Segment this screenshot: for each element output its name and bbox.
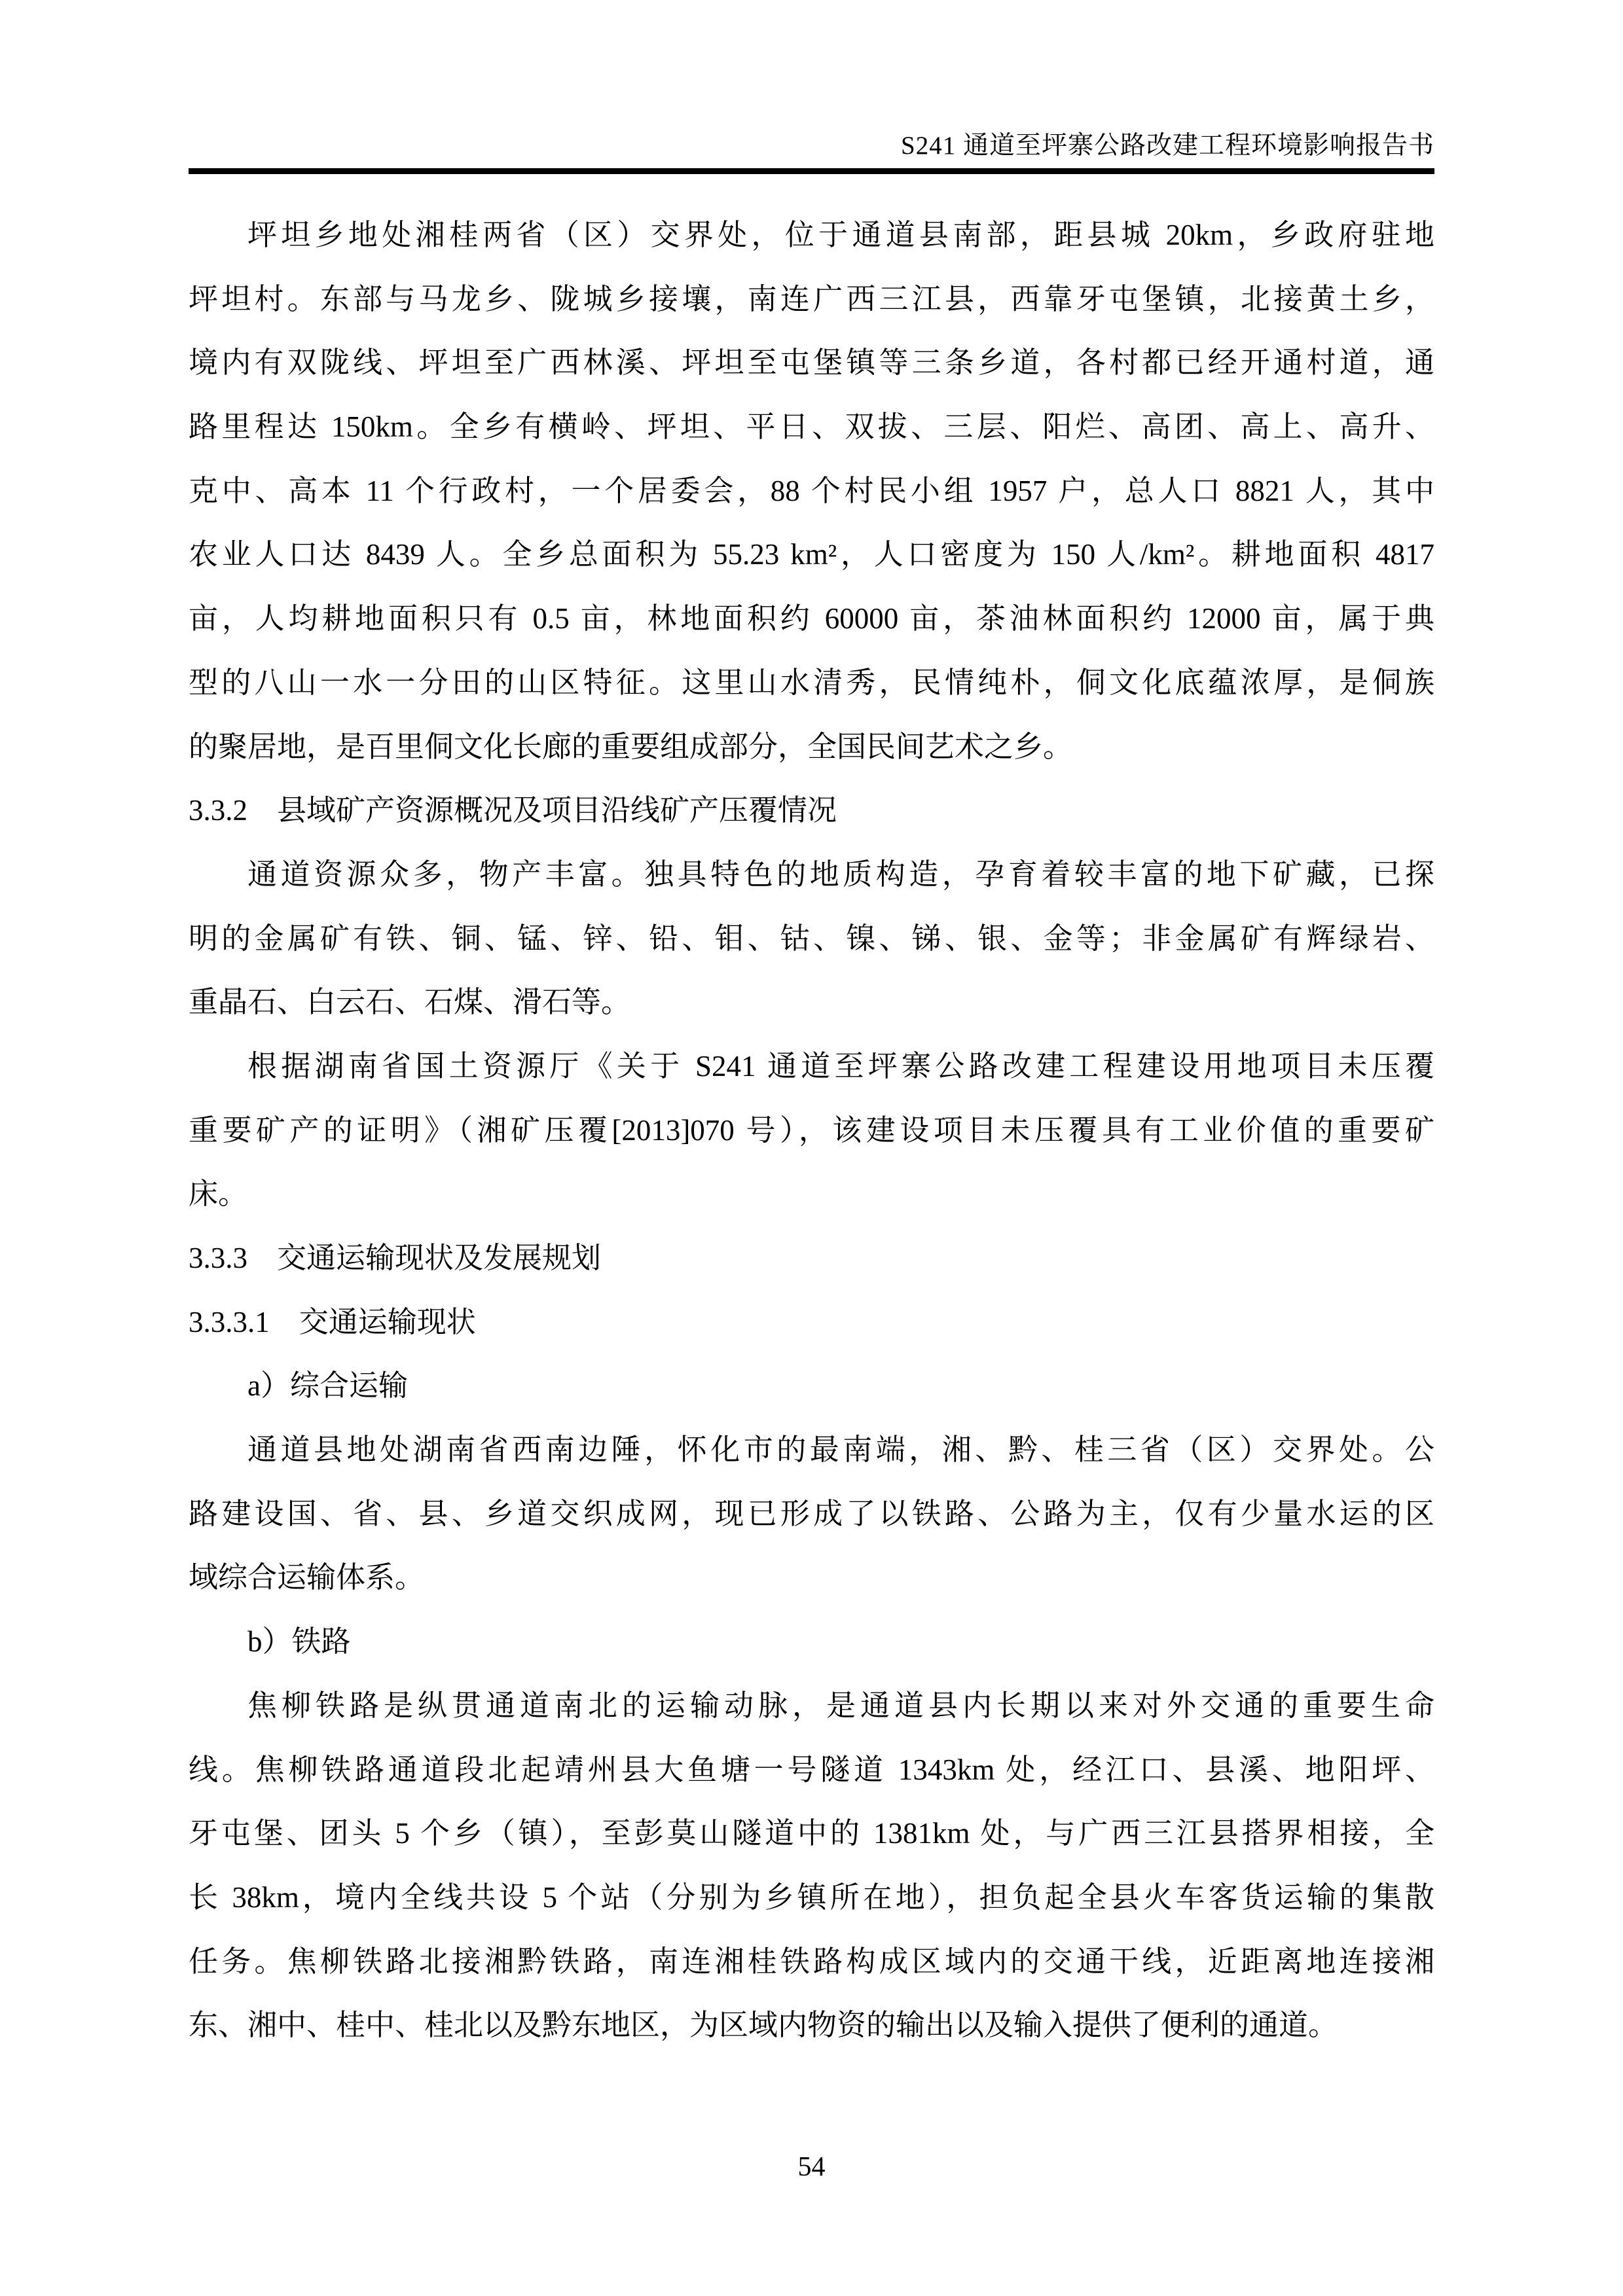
text-line: b）铁路 <box>247 1625 351 1659</box>
text-line: 境内有双陇线、坪坦至广西林溪、坪坦至屯堡镇等三条乡道，各村都已经开通村道，通 <box>189 346 1434 380</box>
document-body <box>189 204 1434 2058</box>
page-number: 54 <box>797 2152 826 2182</box>
page-footer <box>0 2149 1623 2185</box>
text-line: 东、湘中、桂中、桂北以及黔东地区，为区域内物资的输出以及输入提供了便利的通道。 <box>189 2009 1338 2042</box>
text-line: 长 38km，境内全线共设 5 个站（分别为乡镇所在地），担负起全县火车客货运输的集散 <box>189 1880 1434 1914</box>
header-rule <box>189 168 1434 174</box>
text-line: 焦柳铁路是纵贯通道南北的运输动脉，是通道县内长期以来对外交通的重要生命 <box>247 1689 1434 1722</box>
text-line: 的聚居地，是百里侗文化长廊的重要组成部分，全国民间艺术之乡。 <box>189 730 1073 763</box>
text-line: 路里程达 150km。全乡有横岭、坪坦、平日、双拔、三层、阳烂、高团、高上、高升、 <box>189 410 1434 444</box>
text-line: 坪坦乡地处湘桂两省（区）交界处，位于通道县南部，距县城 20km，乡政府驻地 <box>247 219 1434 251</box>
text-line: 床。 <box>189 1177 248 1211</box>
text-line: 明的金属矿有铁、铜、锰、锌、铅、钼、钴、镍、锑、银、金等；非金属矿有辉绿岩、 <box>189 922 1434 955</box>
text-line: 克中、高本 11 个行政村，一个居委会，88 个村民小组 1957 户，总人口 8821 人，其中 <box>189 474 1434 507</box>
text-line: a）综合运输 <box>247 1369 408 1403</box>
text-line: 通道县地处湖南省西南边陲，怀化市的最南端，湘、黔、桂三省（区）交界处。公 <box>247 1433 1434 1467</box>
section-heading: 3.3.3.1 交通运输现状 <box>189 1305 476 1338</box>
text-line: 域综合运输体系。 <box>189 1561 425 1594</box>
header-title: S241 通道至坪寨公路改建工程环境影响报告书 <box>901 132 1434 160</box>
text-line: 根据湖南省国土资源厅《关于 S241 通道至坪寨公路改建工程建设用地项目未压覆 <box>247 1049 1434 1083</box>
text-line: 通道资源众多，物产丰富。独具特色的地质构造，孕育着较丰富的地下矿藏，已探 <box>247 857 1434 891</box>
text-line: 型的八山一水一分田的山区特征。这里山水清秀，民情纯朴，侗文化底蕴浓厚，是侗族 <box>189 666 1434 699</box>
text-line: 任务。焦柳铁路北接湘黔铁路，南连湘桂铁路构成区域内的交通干线，近距离地连接湘 <box>189 1945 1434 1978</box>
text-line: 坪坦村。东部与马龙乡、陇城乡接壤，南连广西三江县，西靠牙屯堡镇，北接黄土乡， <box>189 282 1434 315</box>
text-line: 亩，人均耕地面积只有 0.5 亩，林地面积约 60000 亩，茶油林面积约 12000 亩，属于典 <box>189 602 1434 636</box>
text-line: 路建设国、省、县、乡道交织成网，现已形成了以铁路、公路为主，仅有少量水运的区 <box>189 1497 1434 1530</box>
section-heading: 3.3.2 县域矿产资源概况及项目沿线矿产压覆情况 <box>189 794 837 827</box>
text-line: 重要矿产的证明》（湘矿压覆[2013]070 号），该建设项目未压覆具有工业价值的重要矿 <box>189 1113 1434 1147</box>
text-line: 牙屯堡、团头 5 个乡（镇），至彭莫山隧道中的 1381km 处，与广西三江县搭界相接，全 <box>189 1817 1434 1850</box>
text-line: 重晶石、白云石、石煤、滑石等。 <box>189 986 631 1019</box>
text-line: 农业人口达 8439 人。全乡总面积为 55.23 km²，人口密度为 150 人/km²。耕地面积 4817 <box>189 538 1434 571</box>
text-line: 线。焦柳铁路通道段北起靖州县大鱼塘一号隧道 1343km 处，经江口、县溪、地阳坪、 <box>189 1753 1434 1786</box>
section-heading: 3.3.3 交通运输现状及发展规划 <box>189 1242 602 1274</box>
